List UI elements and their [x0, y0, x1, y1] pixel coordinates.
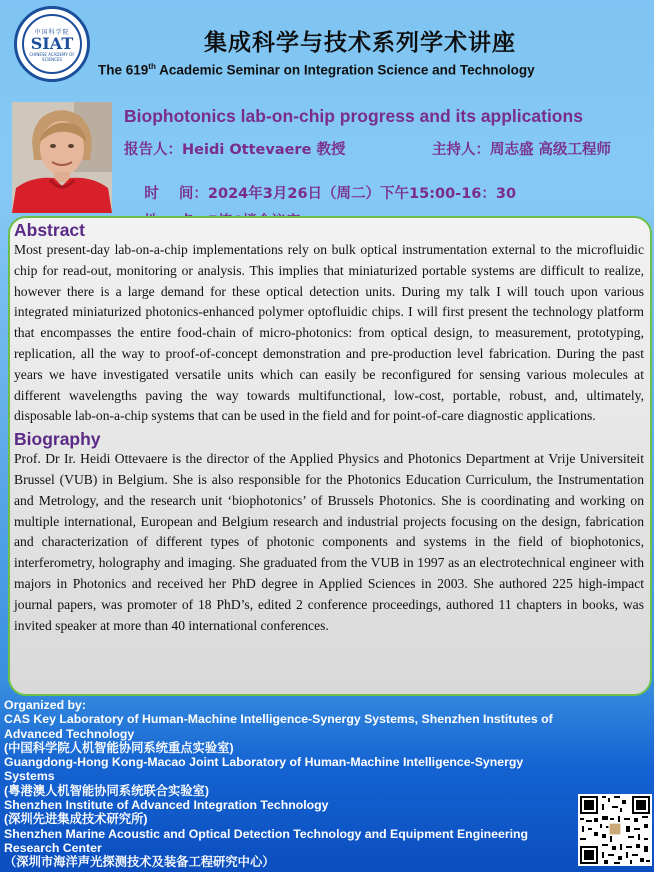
organizer-line: Shenzhen Marine Acoustic and Optical Detection Technology and Equipment Engineering Research Center [4, 826, 529, 855]
biography-heading: Biography [14, 429, 101, 450]
organizer-line: (粤港澳人机智能协同系统联合实验室) [4, 783, 209, 798]
host-name: 周志盛 高级工程师 [490, 142, 612, 158]
speaker-portrait [12, 102, 112, 213]
speaker-label: 报告人： [124, 142, 182, 158]
biography-text: Prof. Dr Ir. Heidi Ottevaere is the director of the Applied Physics and Photonics Department at Vrije Universiteit Brussel (VUB) in Belgium. She is also responsible for the Photonics Education Curriculum, the Instrumentation and Metrology, and the research unit ‘biophotonics’ of Brussels Photonics. She is coordinating and working on multiple international, European and Belgium research and industrial projects focusing on the design, fabrication and characterization of different types of photonic components and systems in the field of biophotonics, interferometry, holography and imaging. She graduated from the VUB in 1997 as an electrotechnical engineer with majors in Photonics and received her PhD degree in Applied Sciences in 2003. She authored 225 high-impact journal papers, was promoter of 18 PhD’s, edited 2 conference proceedings, authored 11 chapters in books, was invited speaker at more than 40 international conferences. [14, 451, 644, 633]
time-label: 时 间： [144, 186, 208, 202]
logo-text: SIAT [30, 33, 74, 53]
organizers-label: Organized by: [4, 698, 86, 712]
talk-title: Biophotonics lab-on-chip progress and its applications [124, 106, 583, 126]
series-title-cn: 集成科学与技术系列学术讲座 [204, 30, 516, 56]
organizer-line: (中国科学院人机智能协同系统重点实验室) [4, 740, 234, 755]
organizer-line: CAS Key Laboratory of Human-Machine Intelligence-Synergy Systems, Shenzhen Institutes of Advanced Technology [4, 712, 553, 741]
host-label: 主持人： [432, 142, 490, 158]
organizer-line: Guangdong-Hong Kong-Macao Joint Laboratory of Human-Machine Intelligence-Synergy Systems [4, 755, 524, 784]
host-row [432, 138, 611, 159]
title-en-prefix: The 619 [98, 62, 149, 78]
abstract-heading: Abstract [14, 220, 85, 240]
title-en-sup: th [148, 62, 156, 71]
organizer-line: Shenzhen Institute of Advanced Integration Technology [4, 798, 329, 813]
speaker-name: Heidi Ottevaere 教授 [182, 142, 346, 158]
organizers-block [4, 698, 574, 870]
organizer-line: (深圳先进集成技术研究所) [4, 812, 148, 827]
series-title-en [98, 62, 535, 78]
content-box [8, 216, 652, 696]
abstract-text: Most present-day lab-on-a-chip implementations rely on bulk optical instrumentation external to the microfluidic chip for read-out, monitoring or analysis. This implies that miniaturized portable systems are difficult to realize, however there is a large demand for these optical detection units. During my talk I will touch upon various integrated miniaturized photonics-enhanced polymer optofluidic chips. I will first present the technology platform that encompasses the entire food-chain of micro-photonics: from optical design, to measurement, prototyping, replication, all the way to proof-of-concept demonstration and pre-production level fabrication. During the past years we have investigated versatile units which can easily be reconfigured for sensing various molecules at different wavelengths paving the way towards multifunctional, low-cost, portable, robust, and, ultimately, disposable lab-on-a-chip systems that can be used in the field and for point-of-care diagnostic applications. [14, 242, 644, 424]
logo-cn-text: 中国科学院 [34, 28, 70, 36]
portrait-illustration [12, 102, 112, 213]
qr-code-pattern [578, 794, 652, 866]
title-en-suffix: Academic Seminar on Integration Science and Technology [155, 62, 535, 78]
siat-logo [14, 6, 90, 82]
speaker-row [124, 138, 345, 159]
siat-logo-ring [22, 14, 82, 74]
logo-sub-text: CHINESE ACADEMY OF SCIENCES [29, 51, 75, 62]
organizer-line: （深圳市海洋声光探测技术及装备工程研究中心） [4, 855, 275, 870]
qr-code[interactable] [578, 794, 652, 866]
time-value: 2024年3月26日（周二）下午15:00-16：30 [207, 186, 517, 202]
